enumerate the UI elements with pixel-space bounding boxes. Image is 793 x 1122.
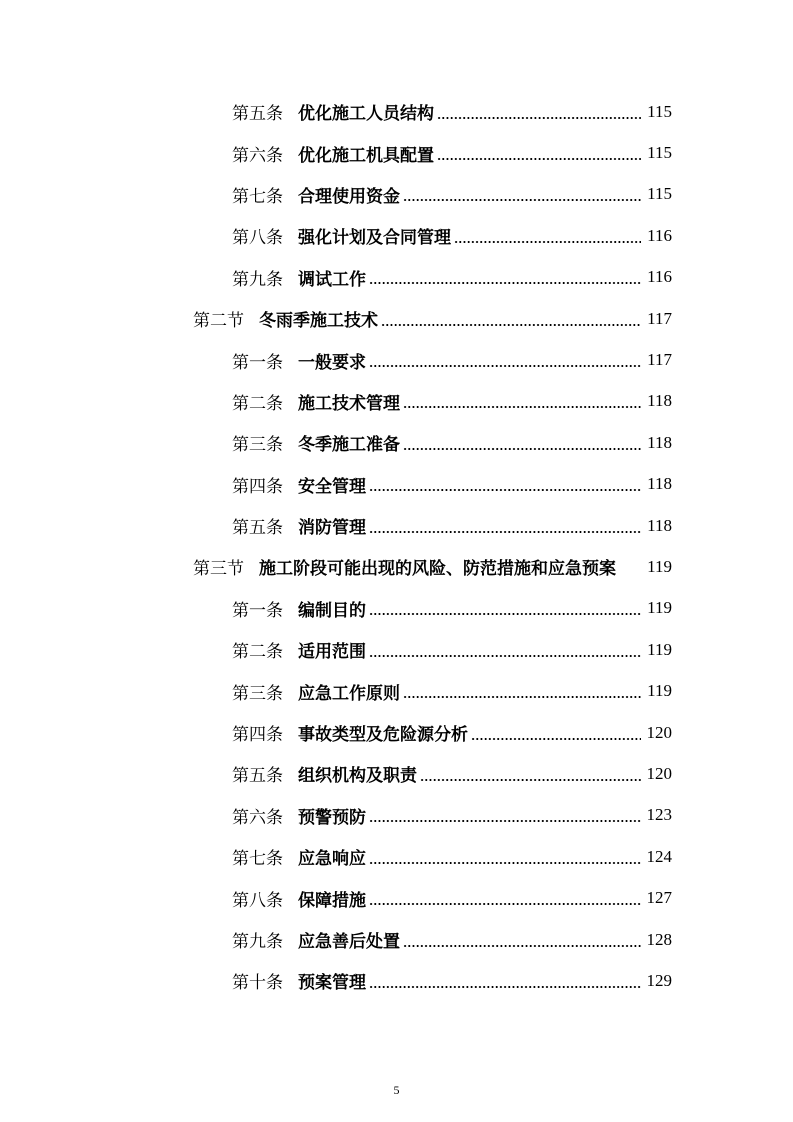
- toc-entry-page: 118: [647, 515, 672, 535]
- dot-leader: [369, 612, 641, 616]
- dot-leader: [403, 405, 641, 409]
- toc-entry[interactable]: [0, 132, 793, 173]
- toc-entry-page: 124: [646, 846, 672, 866]
- dot-leader: [381, 323, 641, 327]
- toc-entry-number: 第六条: [232, 145, 283, 166]
- toc-entry-page: 129: [646, 970, 672, 990]
- dot-leader: [403, 944, 641, 948]
- toc-entry-title: 施工技术管理: [298, 393, 400, 414]
- toc-entry-page: 119: [647, 598, 672, 618]
- dot-leader: [437, 116, 641, 120]
- toc-entry[interactable]: [0, 464, 793, 505]
- dot-leader: [369, 530, 641, 534]
- toc-entry-page: 120: [646, 763, 672, 783]
- toc-entry-number: 第四条: [232, 725, 283, 746]
- toc-entry-title: 安全管理: [298, 476, 366, 497]
- toc-entry-number: 第七条: [232, 849, 283, 870]
- toc-entry-page: 115: [647, 184, 672, 204]
- toc-entry[interactable]: [0, 174, 793, 215]
- toc-entry[interactable]: [0, 588, 793, 629]
- toc-entry-title: 施工阶段可能出现的风险、防范措施和应急预案: [259, 559, 616, 580]
- dot-leader: [369, 654, 641, 658]
- dot-leader: [369, 281, 641, 285]
- toc-entry-number: 第五条: [232, 104, 283, 125]
- toc-entry-number: 第二节: [193, 311, 244, 332]
- toc-entry-title: 强化计划及合同管理: [298, 228, 451, 249]
- toc-entry[interactable]: [0, 836, 793, 877]
- toc-entry-title: 应急响应: [298, 849, 366, 870]
- toc-entry[interactable]: [0, 753, 793, 794]
- toc-entry-title: 消防管理: [298, 518, 366, 539]
- toc-entry[interactable]: [0, 505, 793, 546]
- dot-leader: [437, 157, 641, 161]
- toc-entry-page: 118: [647, 474, 672, 494]
- toc-entry-number: 第二条: [232, 642, 283, 663]
- toc-entry-title: 组织机构及职责: [298, 766, 417, 787]
- toc-entry-number: 第一条: [232, 600, 283, 621]
- toc-entry[interactable]: [0, 712, 793, 753]
- toc-entry[interactable]: [0, 381, 793, 422]
- toc-entry[interactable]: [0, 215, 793, 256]
- toc-entry-title: 冬季施工准备: [298, 435, 400, 456]
- dot-leader: [403, 695, 641, 699]
- dot-leader: [403, 447, 641, 451]
- toc-entry-title: 编制目的: [298, 600, 366, 621]
- toc-entry-page: 115: [647, 143, 672, 163]
- toc-entry-title: 预案管理: [298, 973, 366, 994]
- toc-entry-number: 第九条: [232, 932, 283, 952]
- toc-entry[interactable]: [0, 877, 793, 918]
- toc-entry-page: 128: [646, 929, 672, 949]
- toc-entry[interactable]: [0, 960, 793, 1001]
- toc-entry-title: 优化施工机具配置: [298, 145, 434, 166]
- toc-entry-number: 第四条: [232, 476, 283, 497]
- toc-entry-title: 应急工作原则: [298, 683, 400, 704]
- dot-leader: [471, 737, 641, 741]
- toc-entry-number: 第九条: [232, 269, 283, 290]
- dot-leader: [454, 240, 641, 244]
- toc-entry[interactable]: [0, 298, 793, 339]
- toc-entry-page: 118: [647, 432, 672, 452]
- toc-entry-title: 适用范围: [298, 642, 366, 663]
- toc-entry[interactable]: [0, 91, 793, 132]
- page-number: 5: [393, 1083, 400, 1097]
- toc-entry-number: 第一条: [232, 352, 283, 373]
- toc-entry-number: 第十条: [232, 973, 283, 994]
- toc-entry[interactable]: [0, 257, 793, 298]
- table-of-contents: [0, 91, 793, 1002]
- dot-leader: [369, 985, 641, 989]
- toc-entry-page: 118: [647, 391, 672, 411]
- dot-leader: [369, 364, 641, 368]
- toc-entry-page: 119: [647, 556, 672, 576]
- toc-entry-number: 第三条: [232, 683, 283, 704]
- toc-entry-title: 预警预防: [298, 807, 366, 828]
- toc-entry-number: 第五条: [232, 518, 283, 539]
- toc-entry-title: 保障措施: [298, 890, 366, 911]
- toc-entry-title: 事故类型及危险源分析: [298, 725, 468, 746]
- toc-entry-title: 合理使用资金: [298, 186, 400, 207]
- toc-entry-number: 第八条: [232, 890, 283, 911]
- toc-entry-title: 应急善后处置: [298, 932, 400, 952]
- toc-entry-number: 第三节: [193, 559, 244, 580]
- toc-entry-title: 调试工作: [298, 269, 366, 290]
- toc-entry-page: 117: [647, 308, 672, 328]
- toc-entry-page: 115: [647, 101, 672, 121]
- toc-entry[interactable]: [0, 795, 793, 836]
- dot-leader: [369, 488, 641, 492]
- toc-entry-page: 127: [646, 888, 672, 908]
- toc-entry-page: 120: [646, 722, 672, 742]
- toc-entry-number: 第五条: [232, 766, 283, 787]
- toc-entry-page: 119: [647, 681, 672, 701]
- toc-entry[interactable]: [0, 670, 793, 711]
- toc-entry[interactable]: [0, 422, 793, 463]
- dot-leader: [369, 861, 641, 865]
- toc-entry[interactable]: [0, 546, 793, 587]
- toc-entry-page: 116: [647, 267, 672, 287]
- toc-entry-number: 第六条: [232, 807, 283, 828]
- toc-entry-page: 116: [647, 225, 672, 245]
- toc-entry[interactable]: [0, 339, 793, 380]
- dot-leader: [369, 819, 641, 823]
- dot-leader: [403, 198, 641, 202]
- toc-entry-title: 一般要求: [298, 352, 366, 373]
- toc-entry-number: 第七条: [232, 186, 283, 207]
- dot-leader: [420, 778, 641, 782]
- toc-entry[interactable]: [0, 629, 793, 670]
- toc-entry-number: 第八条: [232, 228, 283, 249]
- toc-entry-page: 119: [647, 639, 672, 659]
- toc-entry-title: 优化施工人员结构: [298, 104, 434, 125]
- dot-leader: [369, 902, 641, 906]
- toc-entry-number: 第三条: [232, 435, 283, 456]
- toc-entry-number: 第二条: [232, 393, 283, 414]
- toc-entry[interactable]: [0, 919, 793, 960]
- toc-entry-page: 117: [647, 350, 672, 370]
- toc-entry-title: 冬雨季施工技术: [259, 311, 378, 332]
- toc-entry-page: 123: [646, 805, 672, 825]
